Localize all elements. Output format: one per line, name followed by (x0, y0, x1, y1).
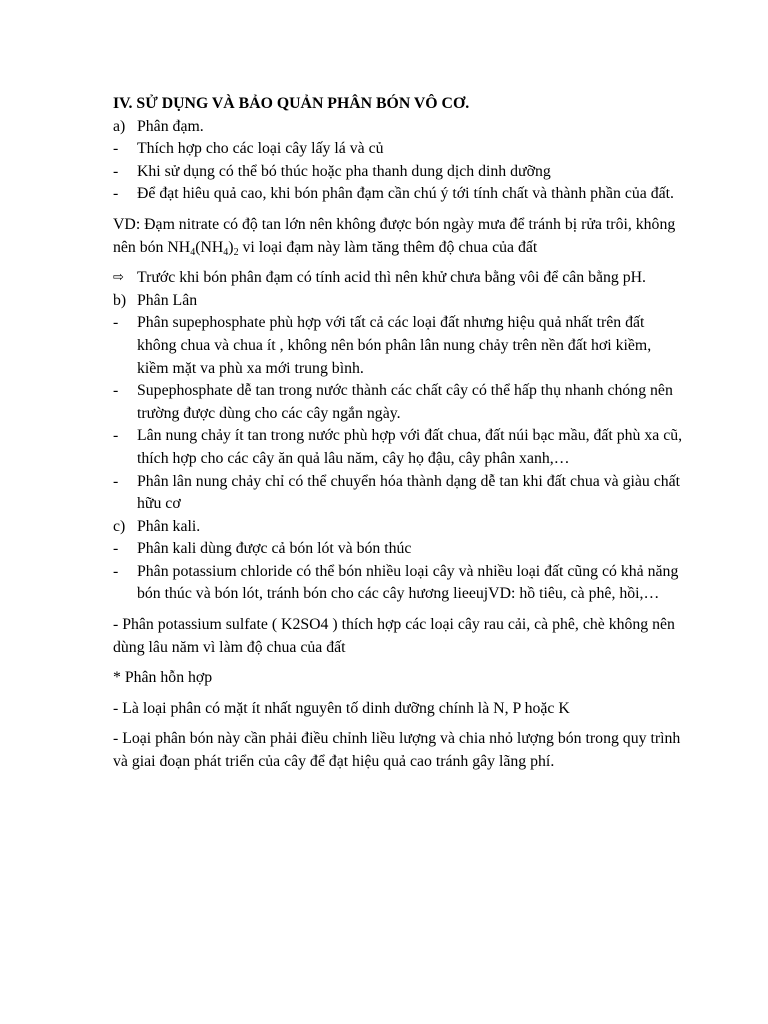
example-subscript-2: 4 (223, 246, 229, 258)
section-a-title-row (113, 116, 683, 139)
example-text-2: (NH (195, 238, 224, 256)
list-item (113, 312, 683, 380)
list-item-text: Khi sử dụng có thể bó thúc hoặc pha thanh dung dịch dinh dưỡng (137, 162, 551, 180)
potassium-sulfate-paragraph: - Phân potassium sulfate ( K2SO4 ) thích hợp các loại cây rau cải, cà phê, chè không nên dùng lâu năm vì làm độ chua của đất (113, 616, 675, 656)
list-item (113, 138, 683, 161)
list-item-text: Phân kali dùng được cả bón lót và bón thúc (137, 540, 412, 558)
section-a-title: Phân đạm. (137, 117, 204, 135)
example-subscript-3: 2 (233, 246, 239, 258)
example-paragraph (113, 214, 683, 259)
example-text-1: VD: Đạm nitrate có độ tan lớn nên không được bón ngày mưa để tránh bị rửa trôi, không nên bón NH (113, 215, 676, 256)
list-item (113, 380, 683, 425)
list-item-text: Supephosphate dễ tan trong nước thành các chất cây có thể hấp thụ nhanh chóng nên trường được dùng cho các cây ngắn ngày. (137, 382, 673, 422)
section-heading: IV. SỬ DỤNG VÀ BẢO QUẢN PHÂN BÓN VÔ CƠ. (113, 95, 470, 112)
dash-marker: - (113, 540, 119, 558)
arrow-right-icon: ⇨ (113, 270, 124, 286)
dash-marker: - (113, 472, 119, 490)
dash-marker: - (113, 427, 119, 445)
document-content (113, 93, 683, 774)
list-item-text: Để đạt hiêu quả cao, khi bón phân đạm cần chú ý tới tính chất và thành phần của đất. (137, 185, 674, 203)
dash-marker: - (113, 562, 119, 580)
dash-marker: - (113, 162, 119, 180)
list-item (113, 538, 683, 561)
arrow-note-text: Trước khi bón phân đạm có tính acid thì nên khử chưa bằng vôi để cân bằng pH. (137, 269, 647, 287)
dash-marker: - (113, 314, 119, 332)
list-item-text: Phân supephosphate phù hợp với tất cả các loại đất nhưng hiệu quả nhất trên đất không chua và chua ít , không nên bón phân lân nung chảy trên nền đất hơi kiềm, kiềm mặt va phù xa mới trung bình. (137, 314, 652, 377)
section-a-marker: a) (113, 117, 126, 135)
dash-marker: - (113, 185, 119, 203)
section-b-title-row (113, 290, 683, 313)
dash-marker: - (113, 140, 119, 158)
list-item-text: Lân nung chảy ít tan trong nước phù hợp với đất chua, đất núi bạc mầu, đất phù xa cũ, thích hợp cho các cây ăn quả lâu năm, cây họ đậu, cây phân xanh,… (137, 427, 683, 467)
example-text-3: ) (228, 238, 234, 256)
list-item-text: Phân potassium chloride có thể bón nhiều loại cây và nhiều loại đất cũng có khả năng bón thúc và bón lót, tránh bón cho các cây hương lieeujVD: hồ tiêu, cà phê, hồi,… (137, 562, 679, 603)
section-c-marker: c) (113, 517, 126, 535)
mixed-fertilizer-definition: - Là loại phân có mặt ít nhất nguyên tố dinh dưỡng chính là N, P hoặc K (113, 699, 570, 717)
section-b-title: Phân Lân (137, 291, 198, 309)
list-item (113, 161, 683, 184)
example-text-4: vi loại đạm này làm tăng thêm độ chua của đất (238, 238, 538, 256)
list-item (113, 425, 683, 470)
list-item (113, 561, 683, 606)
section-c-title: Phân kali. (137, 517, 201, 535)
mixed-fertilizer-note: - Loại phân bón này cần phải điều chỉnh liều lượng và chia nhỏ lượng bón trong quy trình và giai đoạn phát triển của cây để đạt hiệu quả cao tránh gây lãng phí. (113, 730, 681, 771)
section-c-title-row (113, 516, 683, 539)
list-item (113, 183, 683, 206)
list-item-text: Phân lân nung chảy chỉ có thể chuyển hóa thành dạng dễ tan khi đất chua và giàu chất hữu cơ (137, 472, 681, 513)
dash-marker: - (113, 382, 119, 400)
section-b-marker: b) (113, 291, 127, 309)
example-subscript-1: 4 (190, 246, 196, 258)
arrow-note (113, 267, 683, 290)
mixed-fertilizer-title: * Phân hỗn hợp (113, 669, 213, 687)
list-item (113, 471, 683, 516)
list-item-text: Thích hợp cho các loại cây lấy lá và củ (137, 140, 384, 158)
